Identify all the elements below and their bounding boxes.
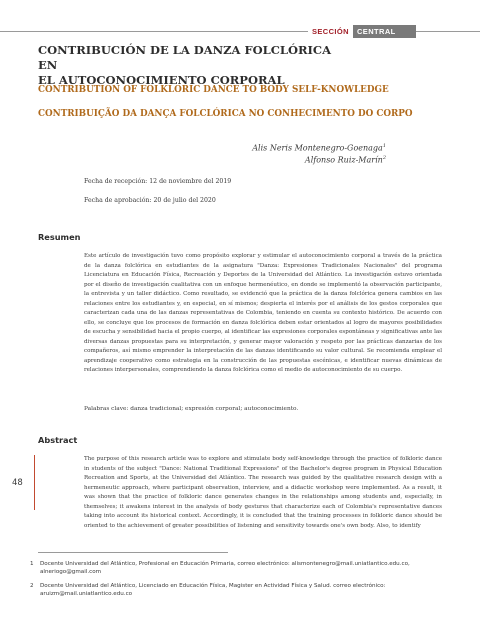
- footnote-2: [30, 582, 445, 600]
- resumen-text: Este artículo de investigación tuvo como propósito explorar y estimular el autoconocimiento corporal a través de la práctica de la danza folclórica en estudiantes de la asignatura "Danza: Expresiones Tradicionales Nacionales" del programa Licenciatura en Educación Física, Recreación y Deportes de la Universidad del Atlántico. La investigación estuvo orientada por el diseño de investigación cualitativa con un enfoque hermenéutico, en donde se implementó la observación participante, la entrevista y un taller didáctico. Como resultado, se evidenció que la práctica de la danza folclórica genera cambios en las relaciones entre los estudiantes y, en especial, en sí mismos; despierta el interés por el análisis de los gestos corporales que caracterizan cada una de las danzas representativas de Colombia, teniendo en cuenta su contexto histórico. De acuerdo con ello, se concluye que los procesos de formación en danza folclórica deben estar orientados al logro de mayores posibilidades de escucha y sensibilidad hacia el propio cuerpo, al identificar las expresiones corporales espontáneas y significativas ante las diversas danzas propuestas para su interpretación, y generar mayor valoración y respeto por las prácticas danzarias de los compañeros, así mismo emprender la interpretación de las danzas identificando su valor cultural. Se recomienda emplear el aprendizaje cooperativo como estrategia en la construcción de las propuestas escénicas, e identificar nuevas dinámicas de relaciones interpersonales, comprendiendo la danza folclórica como el medio de autoconocimiento de su cuerpo.: [84, 253, 442, 373]
- footnote-1: [30, 560, 445, 578]
- title-english: CONTRIBUTION OF FOLKLORIC DANCE TO BODY SELF-KNOWLEDGE: [38, 85, 389, 95]
- title-portuguese: CONTRIBUIÇÃO DA DANÇA FOLCLÓRICA NO CONHECIMENTO DO CORPO: [38, 109, 413, 119]
- author-2: [305, 155, 386, 165]
- footnote-text: Docente Universidad del Atlántico, Profesional en Educación Primaria, correo electrónico: alismontenegro@mail.uniatlantico.edu.co, alneriogo@gmail.com: [40, 561, 410, 575]
- abstract-text: The purpose of this research article was to explore and stimulate body self-knowledge through the practice of folkloric dance in students of the subject "Dance: National Traditional Expressions" of the Bachelor's degree program in Physical Education Recreation and Sports, at the Universidad del Atlántico. The research was guided by the qualitative research design with a hermeneutic approach, where participant observation, interview, and a didactic workshop were implemented. As a result, it was shown that the practice of folkloric dance generates changes in the relationships among students and, especially, in themselves; it awakens interest in the analysis of body gestures that characterize each of Colombia's representative dances taking into account its historical context. Accordingly, it is concluded that the training processes in folkloric dance should be oriented to the achievement of greater possibilities of listening and sensitivity towards one's own body. Also, to identify: [84, 456, 442, 529]
- footnote-number: 1: [30, 561, 34, 567]
- page-number: 48: [12, 478, 23, 488]
- abstract-heading: Abstract: [38, 435, 78, 445]
- author-1: [252, 143, 386, 153]
- margin-rule: [34, 455, 35, 510]
- article-title: [38, 43, 338, 88]
- section-header: [0, 0, 480, 40]
- footnote-number: 2: [30, 583, 34, 589]
- received-date: Fecha de recepción: 12 de noviembre del 2019: [84, 178, 232, 185]
- author-footnote-mark: 2: [382, 155, 386, 161]
- author-footnote-mark: 1: [382, 143, 386, 149]
- resumen-heading: Resumen: [38, 232, 81, 242]
- author-name: Alfonso Ruiz-Marín: [304, 155, 383, 165]
- section-label-right: CENTRAL: [353, 25, 416, 38]
- keywords: [84, 406, 298, 412]
- article-title-line2: EL AUTOCONOCIMIENTO CORPORAL: [38, 73, 285, 87]
- footnote-divider: [38, 552, 228, 553]
- section-label-left: SECCIÓN: [308, 25, 353, 38]
- article-title-line1: CONTRIBUCIÓN DE LA DANZA FOLCLÓRICA EN: [38, 43, 332, 72]
- section-label: [308, 24, 416, 38]
- keywords-label: Palabras clave:: [84, 406, 129, 412]
- approved-date: Fecha de aprobación: 20 de julio del 2020: [84, 197, 216, 204]
- footnote-text: Docente Universidad del Atlántico, Licenciado en Educación Física, Magister en Actividad Física y Salud. correo electrónico: aruizm@mail.uniatlantico.edu.co: [40, 583, 386, 597]
- author-name: Alis Neris Montenegro-Goenaga: [252, 143, 383, 153]
- keywords-list: danza tradicional; expresión corporal; autoconocimiento.: [130, 406, 299, 412]
